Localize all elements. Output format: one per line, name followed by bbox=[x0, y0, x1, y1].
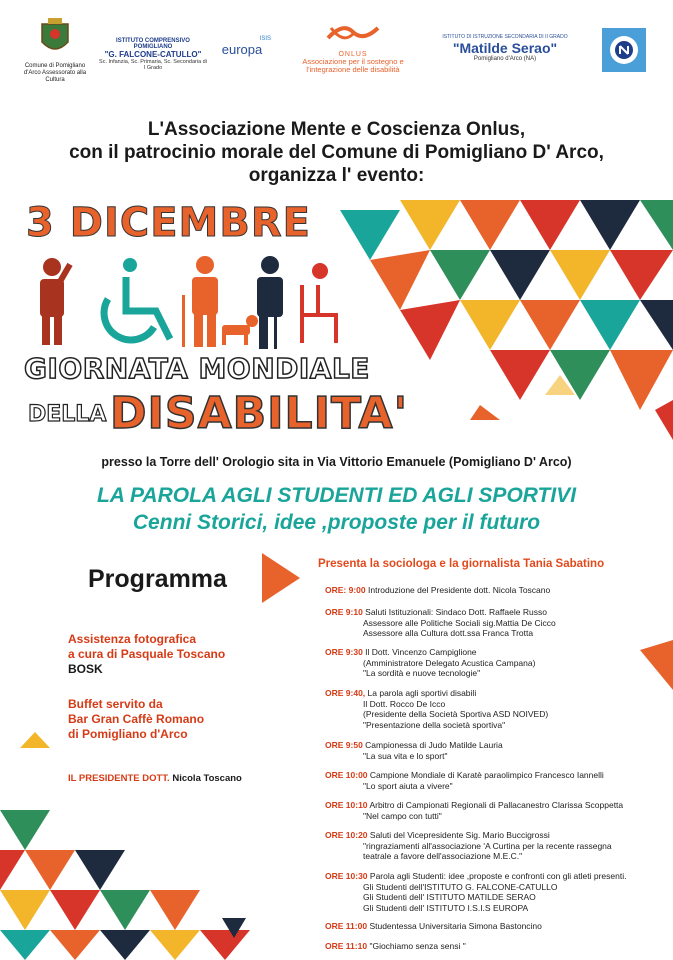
blind-person-icon bbox=[182, 256, 218, 347]
president-signature bbox=[68, 773, 242, 784]
program-time: ORE 10:30 bbox=[325, 871, 368, 881]
program-line: Introduzione del Presidente dott. Nicola Toscano bbox=[368, 585, 551, 595]
triangle-shape bbox=[610, 250, 673, 300]
guide-dog-icon bbox=[222, 315, 258, 345]
program-line: "Lo sport aiuta a vivere" bbox=[363, 780, 453, 791]
program-line: Arbitro di Campionati Regionali di Pallacanestro Clarissa Scoppetta bbox=[369, 800, 624, 810]
europa-text: europa bbox=[221, 42, 263, 57]
program-item bbox=[325, 941, 665, 955]
program-line: Il Dott. Vincenzo Campiglione bbox=[365, 647, 477, 657]
buffet-credit bbox=[68, 697, 204, 742]
triangle-shape bbox=[640, 200, 673, 250]
program-time: ORE 10:10 bbox=[325, 800, 368, 810]
program-item bbox=[325, 921, 665, 941]
program-line: La parola agli sportivi disabili bbox=[367, 688, 477, 698]
triangle-shape bbox=[100, 890, 150, 930]
photo-credit bbox=[68, 632, 225, 677]
intro-line-2: con il patrocinio morale del Comune di Pomigliano D' Arco, bbox=[69, 142, 604, 163]
buffet-line-3: di Pomigliano d'Arco bbox=[68, 727, 188, 741]
comune-logo bbox=[20, 18, 90, 84]
program-line: Assessore alle Politiche Sociali sig.Mattia De Cicco bbox=[363, 617, 556, 628]
intro-block bbox=[0, 118, 673, 187]
triangle-shape bbox=[340, 210, 400, 260]
triangle-shape bbox=[50, 890, 100, 930]
mente-desc: Associazione per il sostegno e l'integrazione delle disabilità bbox=[302, 57, 404, 74]
program-line: Campionessa di Judo Matilde Lauria bbox=[365, 740, 503, 750]
triangle-shape bbox=[20, 732, 50, 748]
program-item bbox=[325, 607, 665, 647]
program-time: ORE 9:50 bbox=[325, 740, 363, 750]
triangle-shape bbox=[370, 250, 430, 310]
title-line-1: GIORNATA MONDIALE bbox=[24, 352, 370, 385]
triangle-shape bbox=[550, 250, 610, 300]
program-item bbox=[325, 830, 665, 871]
title-line-2a: DELLA bbox=[28, 402, 107, 427]
program-time: ORE 11:00 bbox=[325, 921, 368, 931]
intro-line-1: L'Associazione Mente e Coscienza Onlus, bbox=[147, 119, 526, 140]
triangle-shape bbox=[430, 250, 490, 300]
triangle-shape bbox=[400, 300, 460, 360]
hands-icon bbox=[323, 20, 383, 46]
triangle-shape bbox=[200, 930, 250, 960]
triangle-shape bbox=[655, 400, 673, 440]
istituto-sub: Sc. Infanzia, Sc. Primaria, Sc. Secondaria di I Grado bbox=[99, 59, 207, 71]
triangle-shape bbox=[150, 930, 200, 960]
serao-top: ISTITUTO DI ISTRUZIONE SECONDARIA DI II GRADO bbox=[442, 34, 568, 40]
program-time: ORE 11:10 bbox=[325, 941, 368, 951]
program-item bbox=[325, 871, 665, 921]
triangle-shape bbox=[580, 200, 640, 250]
coni-logo bbox=[600, 26, 648, 74]
program-item bbox=[325, 688, 665, 740]
program-line: teatrale a favore dell'associazione M.E.C." bbox=[363, 851, 523, 861]
coat-of-arms-icon bbox=[20, 18, 90, 58]
subtitle-line-1: LA PAROLA AGLI STUDENTI ED AGLI SPORTIVI bbox=[96, 484, 577, 507]
triangle-shape bbox=[0, 930, 50, 960]
triangle-shape bbox=[100, 930, 150, 960]
triangle-shape bbox=[470, 405, 500, 420]
program-item bbox=[325, 740, 665, 770]
serao-sub: Pomigliano d'Arco (NA) bbox=[473, 56, 537, 62]
mente-coscienza-logo bbox=[288, 20, 418, 74]
seated-person-icon bbox=[302, 263, 336, 343]
programma-heading: Programma bbox=[88, 565, 227, 593]
program-line: Campione Mondiale di Karatè paraolimpico Francesco Iannelli bbox=[369, 770, 604, 780]
europa-logo bbox=[213, 36, 271, 57]
triangle-shape bbox=[640, 300, 673, 350]
program-list bbox=[325, 585, 665, 955]
logos-row bbox=[0, 0, 673, 100]
president-label: IL PRESIDENTE DOTT. bbox=[68, 773, 170, 784]
program-line: Gli Studenti dell' ISTITUTO MATILDE SERAO bbox=[363, 892, 536, 902]
triangle-shape bbox=[460, 300, 520, 350]
program-line: Assessore alla Cultura dott.ssa Franca Trotta bbox=[363, 628, 534, 638]
photo-line-1: Assistenza fotografica bbox=[68, 632, 197, 646]
triangle-shape bbox=[150, 890, 200, 930]
program-line: Saluti del Vicepresidente Sig. Mario Buccigrossi bbox=[369, 830, 550, 840]
serao-name: "Matilde Serao" bbox=[452, 40, 558, 56]
triangle-shape bbox=[580, 300, 640, 350]
program-time: ORE 9:40, bbox=[325, 688, 366, 698]
istituto-name: "G. FALCONE-CATULLO" bbox=[104, 50, 202, 59]
program-line: Studentessa Universitaria Simona Bastoncino bbox=[369, 921, 542, 931]
program-time: ORE 10:00 bbox=[325, 770, 368, 780]
program-item bbox=[325, 647, 665, 688]
program-line: "Nel campo con tutti" bbox=[363, 810, 442, 821]
europa-tag: ISIS bbox=[259, 36, 271, 42]
amputee-person-icon bbox=[257, 256, 283, 349]
triangle-shape bbox=[0, 850, 25, 890]
triangle-shape bbox=[0, 890, 50, 930]
disability-pictograms bbox=[30, 255, 350, 355]
president-name: Nicola Toscano bbox=[172, 773, 242, 784]
program-line: Parola agli Studenti: idee ,proposte e confronti con gli atleti presenti. bbox=[369, 871, 627, 881]
program-line: (Presidente della Società Sportiva ASD NOIVED) bbox=[363, 709, 549, 719]
program-line: (Amministratore Delegato Acustica Campana) bbox=[363, 657, 536, 668]
deaf-person-icon bbox=[40, 258, 73, 345]
program-line: "La sua vita e lo sport" bbox=[363, 750, 448, 761]
title-line-2b: DISABILITA' bbox=[110, 388, 409, 439]
wheelchair-icon bbox=[104, 258, 170, 340]
arrow-icon bbox=[262, 553, 300, 603]
program-item bbox=[325, 770, 665, 800]
buffet-line-1: Buffet servito da bbox=[68, 697, 163, 711]
program-item bbox=[325, 800, 665, 830]
comune-logo-text: Comune di Pomigliano d'Arco Assessorato alla Cultura bbox=[23, 63, 87, 83]
triangle-shape bbox=[25, 850, 75, 890]
subtitle-line-2: Cenni Storici, idee ,proposte per il futuro bbox=[132, 511, 541, 534]
program-line: Gli Studenti dell' ISTITUTO I.S.I.S EUROPA bbox=[363, 902, 529, 913]
program-time: ORE 9:10 bbox=[325, 607, 363, 617]
triangle-shape bbox=[490, 350, 550, 400]
venue-text: presso la Torre dell' Orologio sita in Via Vittorio Emanuele (Pomigliano D' Arco) bbox=[101, 455, 572, 469]
photo-line-2: a cura di Pasquale Toscano bbox=[68, 647, 226, 661]
triangle-shape bbox=[400, 200, 460, 250]
buffet-line-2: Bar Gran Caffè Romano bbox=[68, 712, 205, 726]
presenter-text: Presenta la sociologa e la giornalista Tania Sabatino bbox=[318, 558, 605, 570]
triangle-shape bbox=[520, 300, 580, 350]
event-date: 3 DICEMBRE bbox=[26, 200, 311, 246]
program-line: "ringraziamenti all'associazione 'A Curtina per la recente rassegna bbox=[363, 840, 612, 851]
triangle-shape bbox=[520, 200, 580, 250]
triangle-shape bbox=[460, 200, 520, 250]
istituto-logo bbox=[98, 38, 208, 71]
triangle-shape bbox=[0, 810, 50, 850]
program-item bbox=[325, 585, 665, 607]
program-line: Gli Studenti dell'ISTITUTO G. FALCONE-CATULLO bbox=[363, 881, 558, 892]
triangle-shape bbox=[75, 850, 125, 890]
program-line: "Giochiamo senza sensi " bbox=[369, 941, 466, 951]
program-time: ORE 10:20 bbox=[325, 830, 368, 840]
program-time: ORE 9:30 bbox=[325, 647, 363, 657]
program-line: "La sordità e nuove tecnologie" bbox=[363, 668, 481, 678]
program-time: ORE: 9:00 bbox=[325, 585, 366, 595]
program-line: "Presentazione della società sportiva" bbox=[363, 719, 506, 730]
serao-logo bbox=[440, 34, 570, 62]
photo-line-3: BOSK bbox=[68, 662, 103, 676]
mente-onlus: ONLUS bbox=[338, 51, 368, 58]
sports-logo-icon bbox=[600, 26, 648, 74]
program-line: Saluti Istituzionali: Sindaco Dott. Raffaele Russo bbox=[365, 607, 547, 617]
triangle-shape bbox=[610, 350, 673, 410]
program-line: Il Dott. Rocco De Icco bbox=[363, 698, 446, 709]
triangle-shape bbox=[50, 930, 100, 960]
istituto-title: ISTITUTO COMPRENSIVO POMIGLIANO bbox=[116, 38, 190, 50]
triangle-shape bbox=[490, 250, 550, 300]
intro-line-3: organizza l' evento: bbox=[248, 165, 425, 186]
